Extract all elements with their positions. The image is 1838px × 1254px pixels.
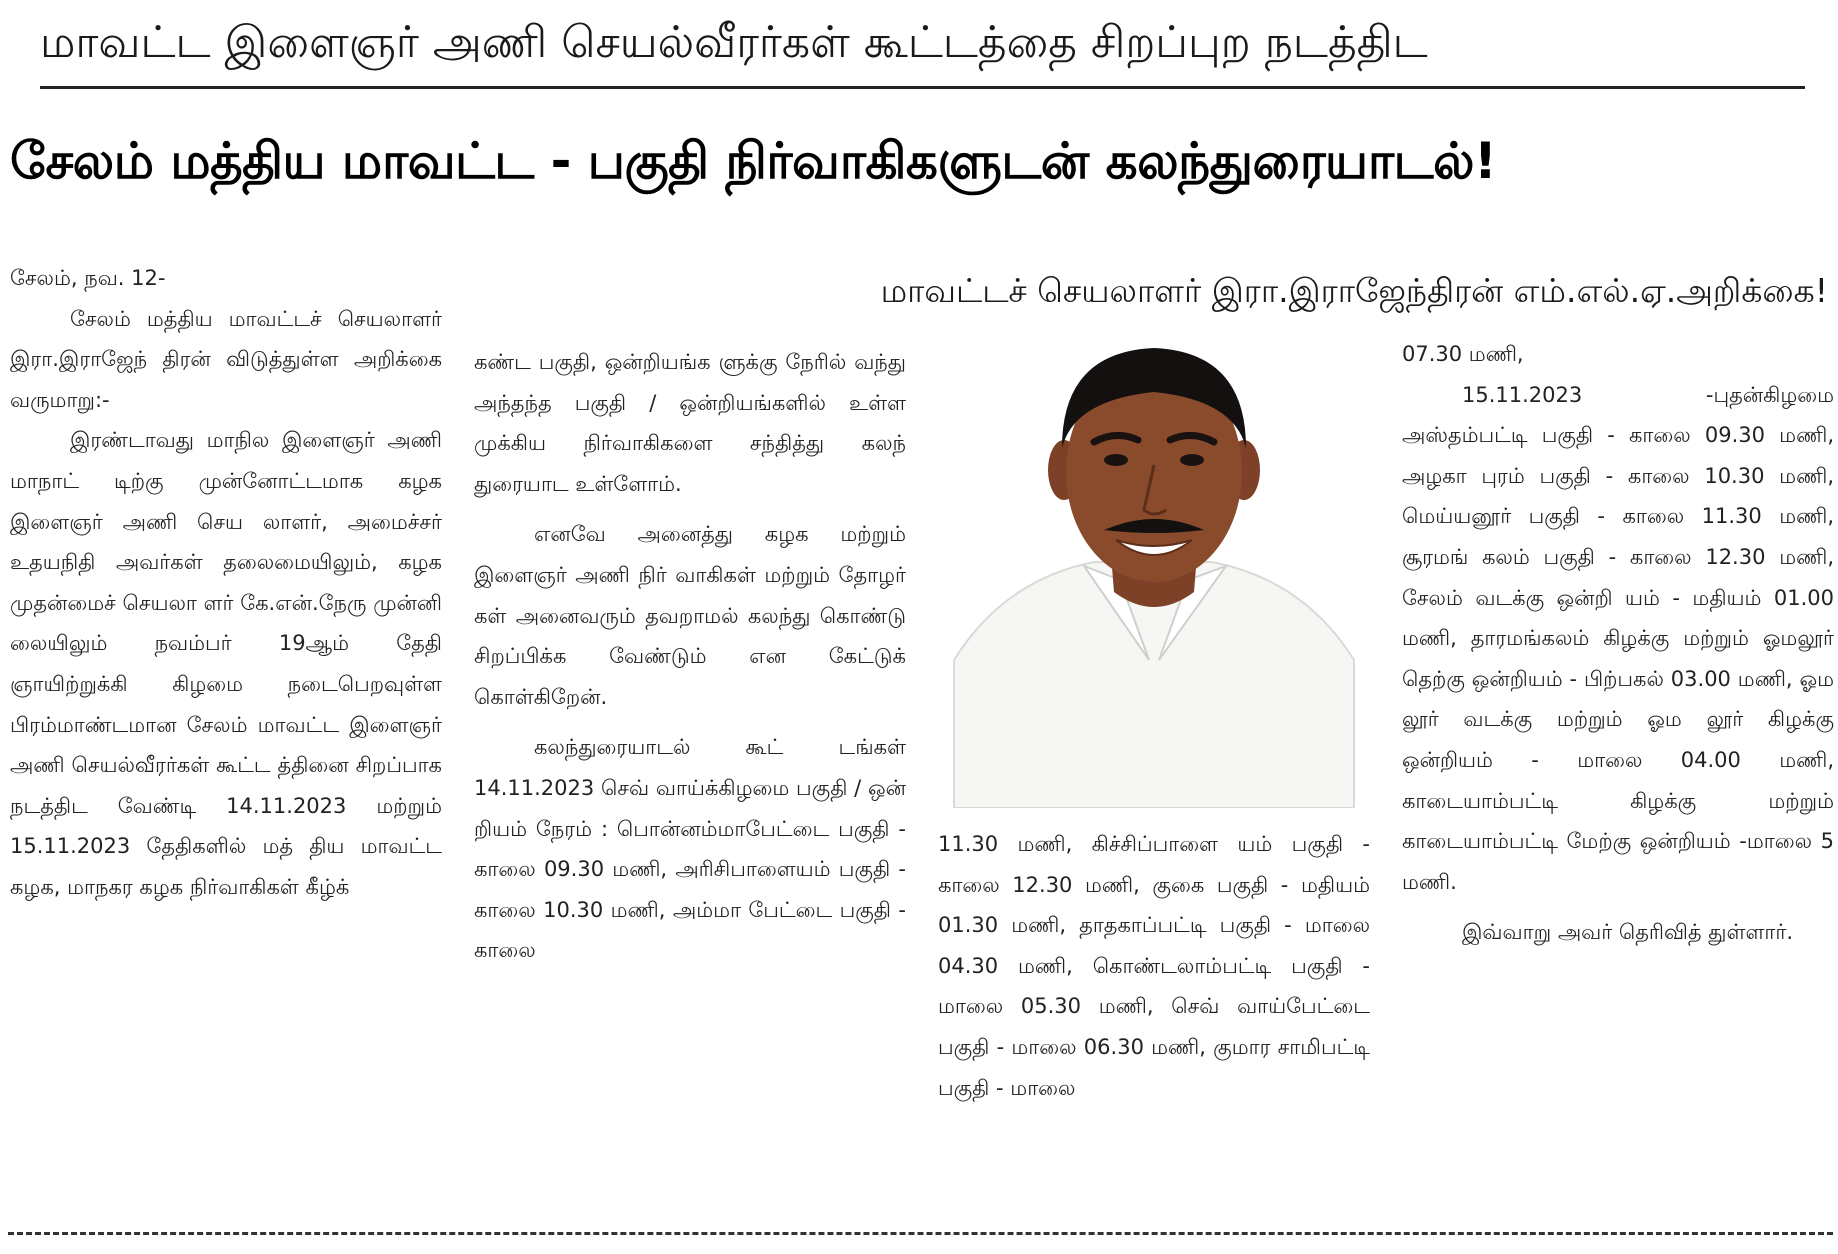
paragraph: 07.30 மணி, bbox=[1402, 342, 1524, 366]
paragraph: கண்ட பகுதி, ஒன்றியங்க ளுக்கு நேரில் வந்து அந்தந்த பகுதி / ஒன்றியங்களில் உள்ள முக்கிய நிர்வாகிகளை சந்தித்து கலந் துரையாட உள்ளோம். bbox=[474, 350, 906, 496]
portrait-illustration bbox=[944, 330, 1362, 808]
paragraph: இவ்வாறு அவர் தெரிவித் துள்ளார். bbox=[1462, 920, 1794, 945]
kicker-divider bbox=[40, 86, 1805, 89]
paragraph: 11.30 மணி, கிச்சிப்பாளை யம் பகுதி - காலை 12.30 மணி, குகை பகுதி - மதியம் 01.30 மணி, தாதகாப்பட்டி பகுதி - மாலை 04.30 மணி, கொண்டலாம்பட்டி பகுதி - மாலை 05.30 மணி, செவ் வாய்பேட்டை பகுதி - மாலை 06.30 மணி, குமார சாமிபட்டி பகுதி - மாலை bbox=[938, 832, 1370, 1100]
paragraph: சேலம் மத்திய மாவட்டச் செயலாளர் இரா.இராஜேந் திரன் விடுத்துள்ள அறிக்கை வருமாறு:- bbox=[10, 306, 442, 412]
bottom-divider bbox=[8, 1232, 1833, 1235]
article-column-4 bbox=[1402, 334, 1834, 1224]
kicker-headline: மாவட்ட இளைஞர் அணி செயல்வீரர்கள் கூட்டத்தை சிறப்புற நடத்திட bbox=[40, 17, 1428, 68]
paragraph: இரண்டாவது மாநில இளைஞர் அணி மாநாட் டிற்கு முன்னோட்டமாக கழக இளைஞர் அணி செய லாளர், அமைச்சர் உதயநிதி அவர்கள் தலைமையிலும், கழக முதன்மைச் செயலா ளர் கே.என்.நேரு முன்னி லையிலும் நவம்பர் 19ஆம் தேதி ஞாயிற்றுக்கி கிழமை நடைபெறவுள்ள பிரம்மாண்டமான சேலம் மாவட்ட இளைஞர் அணி செயல்வீரர்கள் கூட்ட த்தினை சிறப்பாக நடத்திட வேண்டி 14.11.2023 மற்றும் 15.11.2023 தேதிகளில் மத் திய மாவட்ட கழக, மாநகர கழக நிர்வாகிகள் கீழ்க் bbox=[10, 428, 442, 899]
article-column-2 bbox=[474, 342, 906, 1222]
main-headline: சேலம் மத்திய மாவட்ட - பகுதி நிர்வாகிகளுடன் கலந்துரையாடல்! bbox=[10, 132, 1497, 190]
paragraph: எனவே அனைத்து கழக மற்றும் இளைஞர் அணி நிர் வாகிகள் மற்றும் தோழர் கள் அனைவரும் தவறாமல் கலந்து கொண்டு சிறப்பிக்க வேண்டும் என கேட்டுக் கொள்கிறேன். bbox=[474, 522, 906, 709]
article-column-1 bbox=[10, 258, 442, 1223]
subheadline: மாவட்டச் செயலாளர் இரா.இராஜேந்திரன் எம்.எல்.ஏ.அறிக்கை! bbox=[880, 271, 1828, 310]
paragraph: 15.11.2023 -புதன்கிழமை அஸ்தம்பட்டி பகுதி - காலை 09.30 மணி, அழகா புரம் பகுதி - காலை 10.30 மணி, மெய்யனூர் பகுதி - காலை 11.30 மணி, சூரமங் கலம் பகுதி - காலை 12.30 மணி, சேலம் வடக்கு ஒன்றி யம் - மதியம் 01.00 மணி, தாரமங்கலம் கிழக்கு மற்றும் ஓமலூர் தெற்கு ஒன்றியம் - பிற்பகல் 03.00 மணி, ஓம லூர் வடக்கு மற்றும் ஓம லூர் கிழக்கு ஒன்றியம் - மாலை 04.00 மணி, காடையாம்பட்டி கிழக்கு மற்றும் காடையாம்பட்டி மேற்கு ஒன்றியம் -மாலை 5 மணி. bbox=[1402, 382, 1834, 894]
portrait-photo bbox=[944, 330, 1362, 808]
paragraph: கலந்துரையாடல் கூட் டங்கள் 14.11.2023 செவ் வாய்க்கிழமை பகுதி / ஒன் றியம் நேரம் : பொன்னம்மாபேட்டை பகுதி - காலை 09.30 மணி, அரிசிபாளையம் பகுதி - காலை 10.30 மணி, அம்மா பேட்டை பகுதி - காலை bbox=[474, 735, 906, 963]
article-column-3 bbox=[938, 824, 1370, 1222]
dateline: சேலம், நவ. 12- bbox=[10, 266, 166, 290]
